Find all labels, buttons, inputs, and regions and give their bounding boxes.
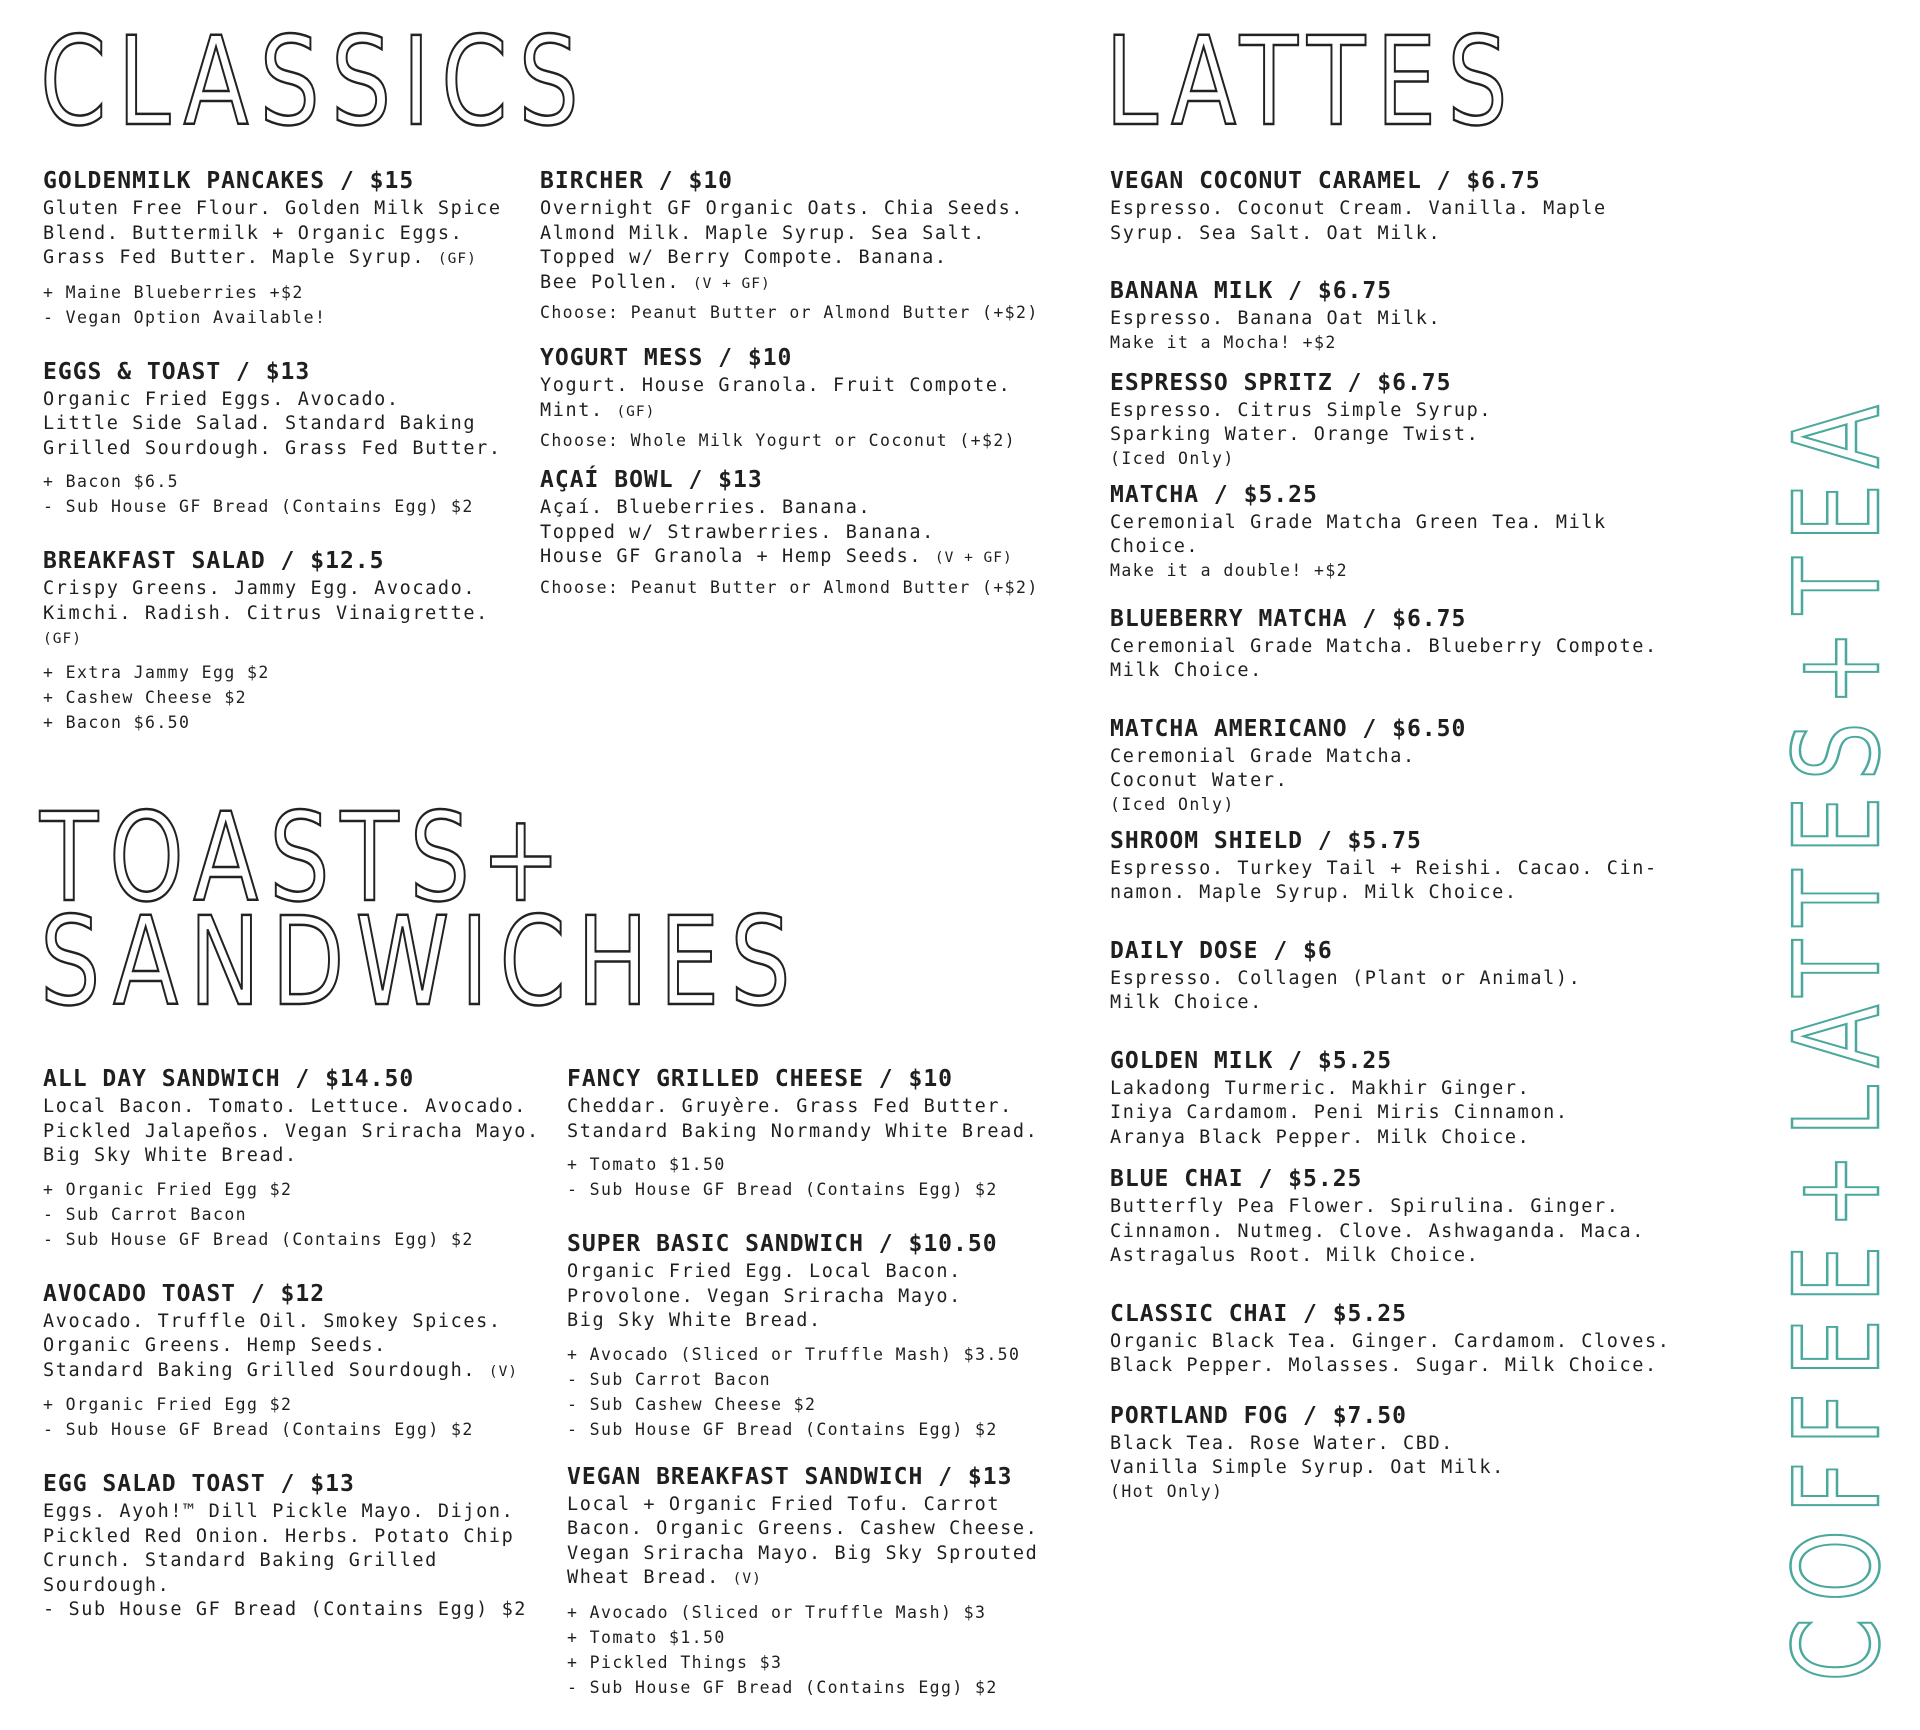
item-note: (Iced Only)	[1110, 448, 1235, 468]
modifier: + Maine Blueberries +$2	[43, 282, 304, 302]
menu-item	[1110, 936, 1730, 1016]
item-name: AÇAÍ BOWL / $13	[540, 467, 763, 493]
item-modifiers	[43, 660, 523, 735]
item-modifiers	[567, 1342, 1087, 1442]
toasts-sandwiches-heading: TOASTS+ SANDWICHES	[40, 787, 802, 1033]
modifier: + Avocado (Sliced or Truffle Mash) $3.50	[567, 1344, 1021, 1364]
item-name: EGG SALAD TOAST / $13	[43, 1471, 355, 1497]
dietary-tag: (GF)	[43, 631, 82, 647]
item-modifiers	[43, 1392, 553, 1442]
item-note: Make it a double! +$2	[1110, 560, 1349, 580]
side-banner-coffee-lattes-tea: COFFEE+LATTES+TEA	[1768, 389, 1906, 1682]
modifier: + Pickled Things $3	[567, 1652, 783, 1672]
item-description-text: Avocado. Truffle Oil. Smokey Spices. Organic Greens. Hemp Seeds. Standard Baking Grilled Sourdough.	[43, 1310, 502, 1381]
item-description: Eggs. Ayoh!™ Dill Pickle Mayo. Dijon. Pickled Red Onion. Herbs. Potato Chip Crunch. Standard Baking Grilled Sourdough. - Sub House GF Bread (Contains Egg) $2	[43, 1501, 528, 1620]
modifier: - Sub Carrot Bacon	[567, 1369, 772, 1389]
lattes-column	[1110, 166, 1730, 1533]
item-description: Espresso. Citrus Simple Syrup. Sparking Water. Orange Twist.	[1110, 399, 1493, 445]
choose-option: Choose: Peanut Butter or Almond Butter (+$2)	[540, 303, 1039, 322]
item-description: Organic Fried Egg. Local Bacon. Provolone. Vegan Sriracha Mayo. Big Sky White Bread.	[567, 1261, 962, 1331]
dietary-tag: (V + GF)	[692, 275, 771, 292]
item-name: BIRCHER / $10	[540, 168, 734, 194]
item-description: Ceremonial Grade Matcha Green Tea. Milk Choice.	[1110, 511, 1607, 557]
modifier: - Sub House GF Bread (Contains Egg) $2	[43, 1229, 474, 1249]
dietary-tag: (GF)	[437, 251, 477, 267]
item-description: Butterfly Pea Flower. Spirulina. Ginger. Cinnamon. Nutmeg. Clove. Ashwaganda. Maca. Astragalus Root. Milk Choice.	[1110, 1196, 1645, 1266]
modifier: - Sub Carrot Bacon	[43, 1204, 248, 1224]
menu-item	[540, 465, 1080, 600]
item-name: BLUEBERRY MATCHA / $6.75	[1110, 605, 1467, 632]
menu-item	[1110, 1046, 1730, 1151]
item-description	[43, 1310, 553, 1385]
menu-item	[1110, 604, 1730, 684]
modifier: - Sub House GF Bread (Contains Egg) $2	[567, 1677, 998, 1697]
item-name: PORTLAND FOG / $7.50	[1110, 1402, 1407, 1429]
dietary-tag: (V + GF)	[934, 550, 1013, 566]
item-modifiers	[43, 1177, 553, 1252]
menu-item	[1110, 368, 1730, 470]
item-name: MATCHA AMERICANO / $6.50	[1110, 715, 1467, 742]
menu-item	[1110, 1401, 1730, 1503]
modifier: + Organic Fried Egg $2	[43, 1395, 293, 1414]
menu-item	[1110, 714, 1730, 816]
item-options	[540, 575, 1080, 600]
item-description-text: Local + Organic Fried Tofu. Carrot Bacon. Organic Greens. Cashew Cheese. Vegan Sriracha Mayo. Big Sky Sprouted Wheat Bread.	[567, 1493, 1039, 1588]
item-description: Organic Black Tea. Ginger. Cardamom. Cloves. Black Pepper. Molasses. Sugar. Milk Choice.	[1110, 1330, 1671, 1376]
item-description: Espresso. Banana Oat Milk.	[1110, 308, 1442, 329]
dietary-tag: (V)	[732, 1571, 762, 1587]
item-name: BANANA MILK / $6.75	[1110, 278, 1393, 304]
item-description-text: Overnight GF Organic Oats. Chia Seeds. Almond Milk. Maple Syrup. Sea Salt. Topped w/ Berry Compote. Banana. Bee Pollen.	[540, 198, 1025, 293]
menu-item	[43, 1469, 553, 1623]
menu-item	[540, 166, 1080, 325]
item-note: (Iced Only)	[1110, 794, 1235, 814]
modifier: - Sub House GF Bread (Contains Egg) $2	[43, 1420, 474, 1439]
item-name: GOLDENMILK PANCAKES / $15	[43, 168, 415, 194]
classics-column-right	[540, 166, 1080, 630]
modifier: - Sub House GF Bread (Contains Egg) $2	[43, 497, 474, 516]
item-description: Espresso. Coconut Cream. Vanilla. Maple Syrup. Sea Salt. Oat Milk.	[1110, 198, 1607, 244]
item-description	[567, 1493, 1087, 1592]
item-name: ESPRESSO SPRITZ / $6.75	[1110, 369, 1452, 396]
modifier: + Bacon $6.50	[43, 712, 191, 732]
menu-item	[43, 357, 523, 520]
item-description-text: Açaí. Blueberries. Banana. Topped w/ Strawberries. Banana. House GF Granola + Hemp Seeds.	[540, 497, 935, 567]
dietary-tag: (V)	[488, 1363, 519, 1380]
classics-column-left	[43, 166, 523, 765]
item-name: GOLDEN MILK / $5.25	[1110, 1047, 1393, 1074]
menu-item	[43, 166, 523, 330]
modifier: + Cashew Cheese $2	[43, 687, 248, 707]
menu-item	[1110, 480, 1730, 582]
menu-item	[1110, 826, 1730, 906]
item-name: MATCHA / $5.25	[1110, 481, 1318, 508]
choose-option: Choose: Whole Milk Yogurt or Coconut (+$2)	[540, 431, 1017, 450]
menu-item	[540, 343, 1080, 453]
item-description: Cheddar. Gruyère. Grass Fed Butter. Standard Baking Normandy White Bread.	[567, 1096, 1039, 1142]
modifier: - Vegan Option Available!	[43, 307, 327, 327]
item-options	[540, 300, 1080, 325]
item-name: AVOCADO TOAST / $12	[43, 1280, 326, 1307]
classics-heading: CLASSICS	[40, 11, 590, 153]
item-description: Local Bacon. Tomato. Lettuce. Avocado. Pickled Jalapeños. Vegan Sriracha Mayo. Big Sky White Bread.	[43, 1096, 540, 1166]
item-description: Black Tea. Rose Water. CBD. Vanilla Simple Syrup. Oat Milk.	[1110, 1432, 1505, 1478]
item-name: DAILY DOSE / $6	[1110, 937, 1333, 964]
toasts-column-right	[567, 1064, 1087, 1730]
item-name: BLUE CHAI / $5.25	[1110, 1166, 1363, 1192]
item-name: VEGAN BREAKFAST SANDWICH / $13	[567, 1463, 1013, 1490]
item-description: Ceremonial Grade Matcha. Blueberry Compote. Milk Choice.	[1110, 635, 1658, 681]
item-description: Lakadong Turmeric. Makhir Ginger. Iniya Cardamom. Peni Miris Cinnamon. Aranya Black Pepper. Milk Choice.	[1110, 1077, 1569, 1148]
dietary-tag: (GF)	[616, 403, 656, 420]
item-description: Espresso. Collagen (Plant or Animal). Milk Choice.	[1110, 967, 1582, 1013]
menu-item	[1110, 166, 1730, 246]
menu-item	[1110, 276, 1730, 354]
menu-item	[567, 1229, 1087, 1442]
menu-item	[43, 1279, 553, 1443]
item-name: CLASSIC CHAI / $5.25	[1110, 1300, 1407, 1327]
modifier: - Sub House GF Bread (Contains Egg) $2	[567, 1419, 998, 1439]
lattes-heading: LATTES	[1105, 11, 1519, 153]
menu-item	[43, 546, 523, 735]
menu-item	[567, 1064, 1087, 1202]
item-description	[540, 374, 1080, 424]
item-description	[43, 577, 523, 652]
item-name: ALL DAY SANDWICH / $14.50	[43, 1066, 415, 1092]
modifier: + Extra Jammy Egg $2	[43, 662, 270, 682]
item-name: EGGS & TOAST / $13	[43, 358, 311, 385]
toasts-column-left	[43, 1064, 553, 1653]
item-description-text: Yogurt. House Granola. Fruit Compote. Mint.	[540, 375, 1012, 421]
item-description: Ceremonial Grade Matcha. Coconut Water.	[1110, 745, 1416, 791]
choose-option: Choose: Peanut Butter or Almond Butter (+$2)	[540, 577, 1039, 597]
item-description	[540, 197, 1080, 296]
modifier: - Sub Cashew Cheese $2	[567, 1394, 817, 1414]
item-options	[540, 428, 1080, 453]
item-modifiers	[43, 280, 523, 330]
item-name: BREAKFAST SALAD / $12.5	[43, 548, 385, 574]
modifier: + Organic Fried Egg $2	[43, 1179, 293, 1199]
item-description-text: Crispy Greens. Jammy Egg. Avocado. Kimchi. Radish. Citrus Vinaigrette.	[43, 578, 489, 624]
item-name: YOGURT MESS / $10	[540, 345, 793, 371]
menu-item	[43, 1064, 553, 1252]
item-name: SHROOM SHIELD / $5.75	[1110, 827, 1422, 854]
modifier: + Tomato $1.50	[567, 1155, 726, 1174]
modifier: + Avocado (Sliced or Truffle Mash) $3	[567, 1602, 987, 1622]
item-name: FANCY GRILLED CHEESE / $10	[567, 1066, 954, 1092]
item-name: SUPER BASIC SANDWICH / $10.50	[567, 1231, 998, 1257]
item-name: VEGAN COCONUT CARAMEL / $6.75	[1110, 168, 1541, 194]
menu-item	[1110, 1164, 1730, 1269]
item-description: Organic Fried Eggs. Avocado. Little Side Salad. Standard Baking Grilled Sourdough. Grass Fed Butter.	[43, 388, 502, 459]
item-modifiers	[567, 1152, 1087, 1202]
menu-item	[1110, 1299, 1730, 1379]
item-modifiers	[567, 1600, 1087, 1700]
item-description	[43, 197, 523, 272]
item-note: Make it a Mocha! +$2	[1110, 332, 1337, 352]
modifier: + Tomato $1.50	[567, 1627, 726, 1647]
menu-item	[567, 1462, 1087, 1700]
modifier: + Bacon $6.5	[43, 472, 180, 491]
modifier: - Sub House GF Bread (Contains Egg) $2	[567, 1180, 998, 1199]
item-description: Espresso. Turkey Tail + Reishi. Cacao. Cin- namon. Maple Syrup. Milk Choice.	[1110, 857, 1658, 903]
item-modifiers	[43, 469, 523, 519]
item-description-text: Gluten Free Flour. Golden Milk Spice Blend. Buttermilk + Organic Eggs. Grass Fed Butter. Maple Syrup.	[43, 198, 502, 268]
item-description	[540, 496, 1080, 571]
item-note: (Hot Only)	[1110, 1481, 1224, 1501]
